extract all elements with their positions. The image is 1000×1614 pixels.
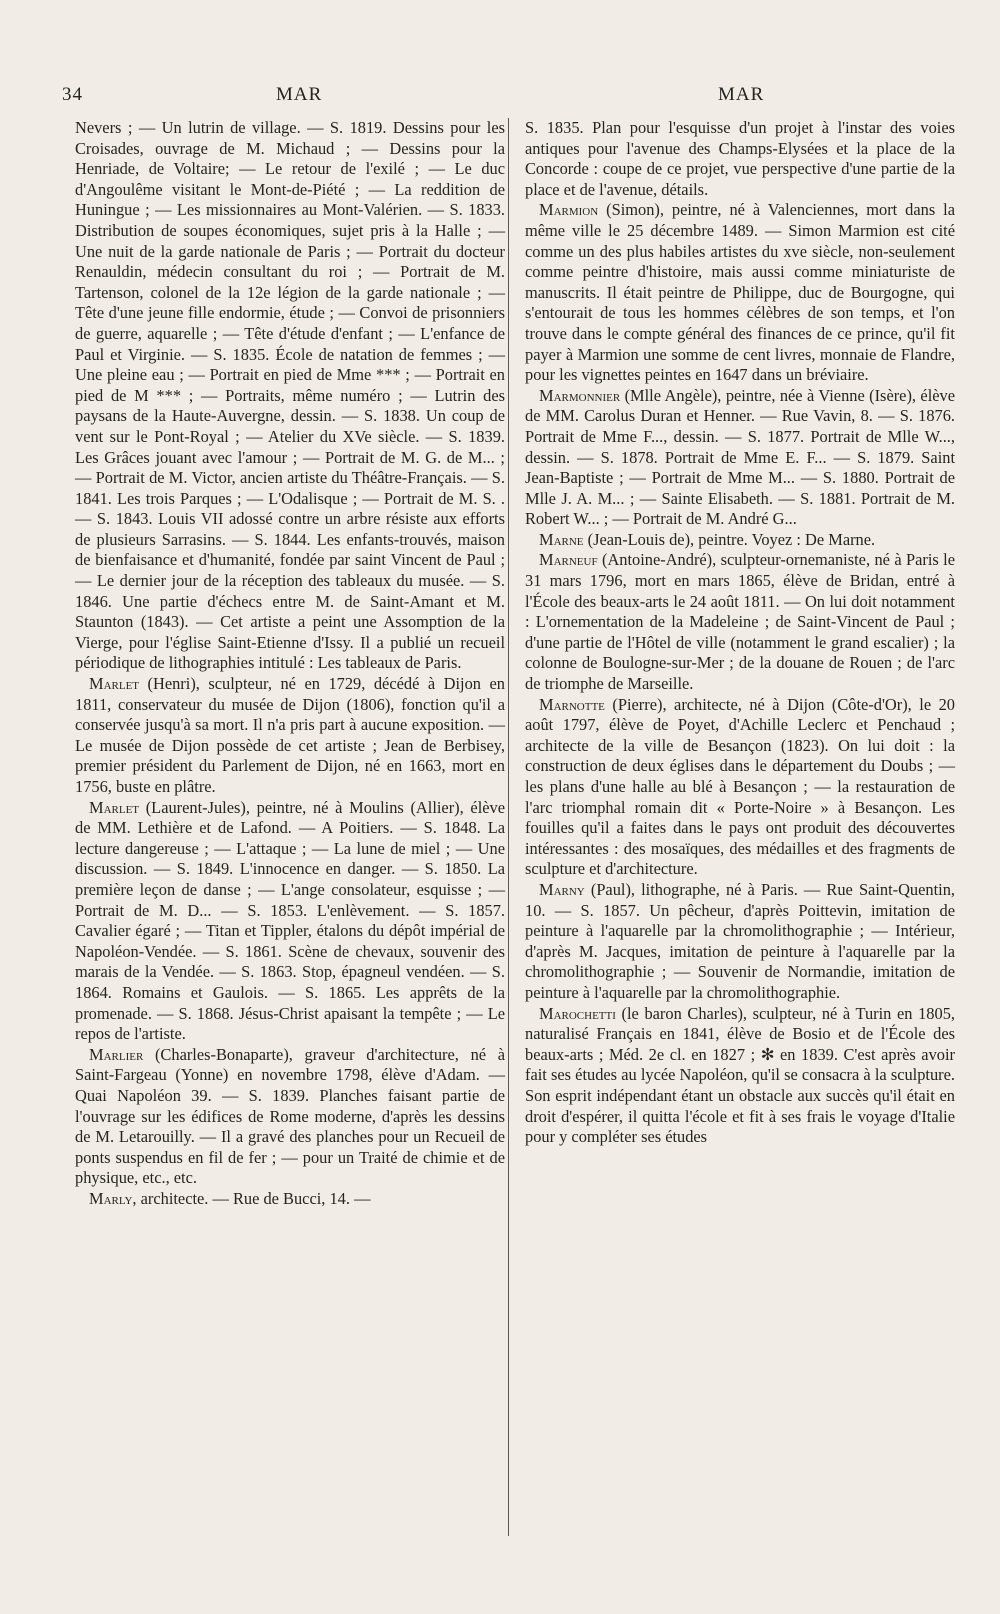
entry-name: Marlier	[89, 1044, 144, 1064]
entry-name: Marlet	[89, 797, 140, 817]
entry-marlet-laurent-jules	[75, 798, 505, 1045]
entry-text: (Laurent-Jules), peintre, né à Moulins (Allier), élève de MM. Lethière et de Lafond. — A Poitiers. — S. 1848. La lecture dangereuse ; — L'attaque ; — La lune de miel ; — Une discussion. — S. 1849. L'innocence en danger. — S. 1850. La première leçon de danse ; — L'ange consolateur, esquisse ; — Portrait de M. D... — S. 1853. L'enlèvement. — S. 1857. Cavalier égaré ; — Titan et Tippler, étalons du dépôt impérial de Napoléon-Vendée. — S. 1861. Scène de chevaux, souvenir des marais de la Vendée. — S. 1863. Stop, épagneul vendéen. — S. 1864. Romains et Gaulois. — S. 1865. Les apprêts de la promenade. — S. 1868. Jésus-Christ apaisant la tempête ; — Le repos de l'artiste.	[75, 797, 505, 1044]
entry-name: Marne	[539, 529, 584, 549]
entry-text: , architecte. — Rue de Bucci, 14. —	[132, 1188, 371, 1208]
entry-name: Marly	[89, 1188, 133, 1208]
entry-marneuf	[525, 550, 955, 694]
entry-text: (le baron Charles), sculpteur, né à Turin en 1805, naturalisé Français en 1841, élève de Bosio et de l'École des beaux-arts ; Méd. 2e cl. en 1827 ; ✻ en 1839. C'est après avoir fait ses études au lycée Napoléon, qu'il se consacra à la sculpture. Son esprit indépendant étant un obstacle aux succès qu'il était en droit d'espérer, il quitta l'école et fit à ses frais le voyage d'Italie pour y compléter ses études	[525, 1003, 955, 1147]
entry-text: (Antoine-André), sculpteur-ornemaniste, né à Paris le 31 mars 1796, mort en mars 1865, élève de Bridan, entré à l'École des beaux-arts le 24 août 1811. — On lui doit notamment : L'ornementation de la Madeleine ; de Saint-Vincent de Paul ; d'une partie de l'Hôtel de ville (notamment le grand escalier) ; la colonne de Boulogne-sur-Mer ; de la douane de Rouen ; de l'arc de triomphe de Marseille.	[525, 550, 955, 694]
entry-name: Marlet	[89, 674, 140, 694]
entry-marly	[75, 1189, 505, 1210]
entry-text: (Simon), peintre, né à Valenciennes, mort dans la même ville le 25 décembre 1489. — Simon Marmion est cité comme un des plus habiles artistes du xve siècle, non-seulement comme peintre d'histoire, mais aussi comme miniaturiste de manuscrits. Il était peintre de Philippe, duc de Bourgogne, qui s'entourait de tous les hommes célèbres de son temps, et l'on trouve dans le compte général des finances de ce prince, qu'il fit payer à Marmion une somme de cent livres, monnaie de Flandre, pour les vignettes peintes en 1647 dans un bréviaire.	[525, 200, 955, 385]
entry-text: S. 1835. Plan pour l'esquisse d'un projet à l'instar des voies antiques pour l'avenue des Champs-Elysées et la place de la Concorde : coupe de ce projet, vue perspective d'une partie de la place et de l'avenue, détails.	[525, 118, 955, 199]
left-running-title: MAR	[276, 84, 323, 105]
entry-text: (Pierre), architecte, né à Dijon (Côte-d'Or), le 20 août 1797, élève de Poyet, d'Achille Leclerc et Penchaud ; architecte de la ville de Besançon (1823). On lui doit : la construction de deux églises dans le département du Doubs ; — les plans d'une halle au blé à Besançon ; — la restauration de l'arc triomphal romain dit « Porte-Noire » à Besançon. Les fouilles qu'il a faites dans le pays ont produit des découvertes intéressantes : des mosaïques, des médailles et des fragments de sculpture et d'architecture.	[525, 694, 955, 879]
column-divider	[508, 118, 509, 1536]
entry-name: Marmonnier	[539, 385, 621, 405]
entry-name: Marnotte	[539, 694, 605, 714]
entry-text: (Mlle Angèle), peintre, née à Vienne (Isère), élève de MM. Carolus Duran et Henner. — Rue Vavin, 8. — S. 1876. Portrait de Mme F..., dessin. — S. 1877. Portrait de Mlle W..., dessin. — S. 1878. Portrait de Mme E. F... — S. 1879. Saint Jean-Baptiste ; — Portrait de Mme M... — S. 1880. Portrait de Mlle J. A. M... ; — Sainte Elisabeth. — S. 1881. Portrait de M. Robert W... ; — Portrait de M. André G...	[525, 385, 955, 529]
right-column	[525, 118, 955, 1148]
entry-name: Marochetti	[539, 1003, 616, 1023]
entry-text: (Henri), sculpteur, né en 1729, décédé à Dijon en 1811, conservateur du musée de Dijon (1806), fonction qu'il a conservée jusqu'à sa mort. Il n'a pris part à aucune exposition. — Le musée de Dijon possède de cet artiste ; Jean de Berbisey, premier président du Parlement de Dijon, né en 1663, mort en 1756, buste en plâtre.	[75, 674, 505, 796]
entry-continuation	[75, 118, 505, 674]
entry-marmion	[525, 200, 955, 385]
entry-text: (Paul), lithographe, né à Paris. — Rue Saint-Quentin, 10. — S. 1857. Un pêcheur, d'après Poittevin, imitation de peinture à l'aquarelle par la chromolithographie ; — Intérieur, d'après M. Jacques, imitation de peinture à l'aquarelle par la chromolithographie ; — Souvenir de Normandie, imitation de peinture à l'aquarelle par la chromolithographie.	[525, 879, 955, 1002]
running-header	[0, 84, 1000, 114]
entry-marochetti	[525, 1004, 955, 1148]
entry-marny	[525, 880, 955, 1004]
entry-name: Marneuf	[539, 550, 598, 570]
entry-marnotte	[525, 695, 955, 880]
entry-continuation	[525, 118, 955, 200]
entry-name: Marny	[539, 879, 585, 899]
entry-text: Nevers ; — Un lutrin de village. — S. 1819. Dessins pour les Croisades, ouvrage de M. Michaud ; — Dessins pour la Henriade, de Voltaire; — Le retour de l'exilé ; — Le duc d'Angoulême visitant le Mont-de-Piété ; — La reddition de Huningue ; — Les missionnaires au Mont-Valérien. — S. 1833. Distribution de soupes économiques, sujet pris à la Halle ; — Une nuit de la garde nationale de Paris ; — Portrait du docteur Renauldin, médecin consultant du roi ; — Portrait de M. Tartenson, colonel de la 12e légion de la garde nationale ; — Tête d'une jeune fille endormie, étude ; — Convoi de prisonniers de guerre, aquarelle ; — Tête d'étude d'enfant ; — L'enfance de Paul et Virginie. — S. 1835. École de natation de femmes ; — Une pleine eau ; — Portrait en pied de Mme *** ; — Portrait en pied de M *** ; — Portraits, même numéro ; — Lutrin des paysans de la Haute-Auvergne, dessin. — S. 1838. Un coup de vent sur le Pont-Royal ; — Atelier du XVe siècle. — S. 1839. Les Grâces jouant avec l'amour ; — Portrait de M. G. de M... ; — Portrait de M. Victor, ancien artiste du Théâtre-Français. — S. 1841. Les trois Parques ; — L'Odalisque ; — Portrait de M. S. . — S. 1843. Louis VII adossé contre un arbre résiste aux efforts de plusieurs Sarrasins. — S. 1844. Les enfants-trouvés, maison de bienfaisance et d'humanité, fondée par saint Vincent de Paul ; — Le dernier jour de la réception des tableaux du musée. — S. 1846. Une partie d'échecs entre M. de Saint-Amant et M. Staunton (1843). — Cet artiste a peint une Assomption de la Vierge, pour l'église Saint-Etienne d'Issy. Il a publié un recueil périodique de lithographies intitulé : Les tableaux de Paris.	[75, 118, 505, 673]
entry-marmonnier	[525, 386, 955, 530]
page-number: 34	[62, 84, 83, 105]
entry-marlet-henri	[75, 674, 505, 798]
entry-marlier	[75, 1045, 505, 1189]
right-running-title: MAR	[718, 84, 765, 105]
left-column	[75, 118, 505, 1209]
entry-name: Marmion	[539, 200, 599, 220]
entry-text: (Charles-Bonaparte), graveur d'architecture, né à Saint-Fargeau (Yonne) en novembre 1798, élève d'Adam. — Quai Napoléon 39. — S. 1839. Planches faisant partie de l'ouvrage sur les édifices de Rome moderne, d'après les dessins de M. Letarouilly. — Il a gravé des planches pour un Recueil de ponts suspendus en fil de fer ; — pour un Traité de chimie et de physique, etc., etc.	[75, 1044, 505, 1188]
entry-text: (Jean-Louis de), peintre. Voyez : De Marne.	[583, 529, 876, 549]
entry-marne	[525, 530, 955, 551]
